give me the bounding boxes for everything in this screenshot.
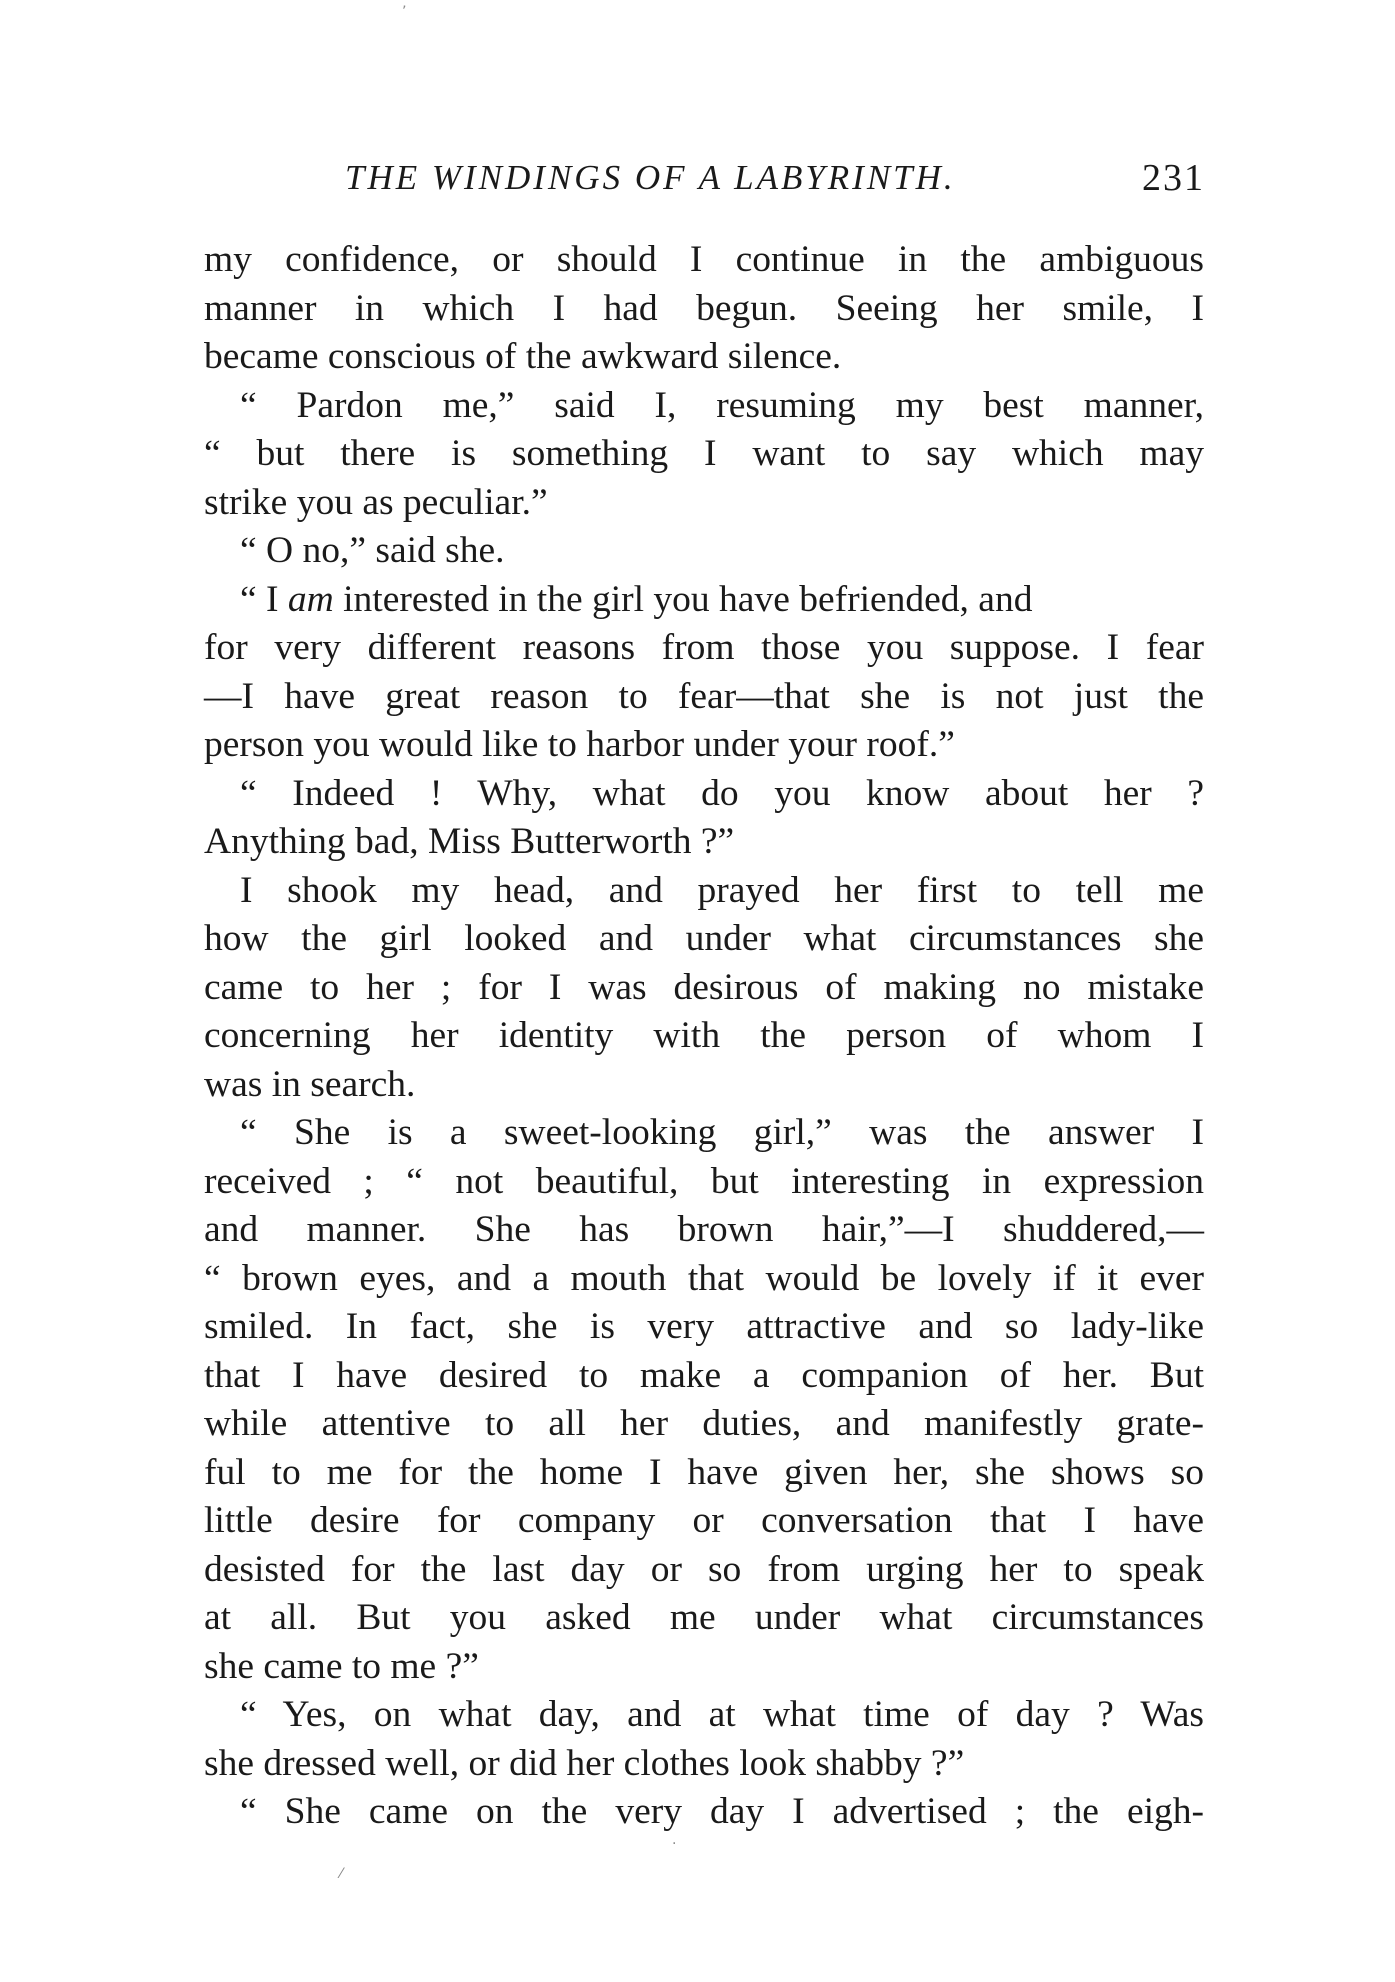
text-line: “ Indeed ! Why, what do you know about her ?: [240, 772, 1204, 814]
text-line: “ Yes, on what day, and at what time of day ? Was: [240, 1694, 1204, 1735]
text-line: [204, 576, 1204, 625]
text-line: “ but there is something I want to say which may: [204, 433, 1204, 474]
text-line: how the girl looked and under what circumstances she: [204, 918, 1204, 959]
text-line: “ She is a sweet-looking girl,” was the answer I: [240, 1112, 1204, 1153]
running-head: [345, 152, 1205, 204]
emphasized-word: am: [287, 578, 334, 620]
text-line: for very different reasons from those you suppose. I fear: [204, 627, 1204, 668]
text-line: “ She came on the very day I advertised ; the eigh-: [240, 1791, 1204, 1832]
text-line: came to her ; for I was desirous of making no mistake: [204, 966, 1204, 1008]
text-line: “ brown eyes, and a mouth that would be lovely if it ever: [204, 1257, 1204, 1299]
text-line: my confidence, or should I continue in the ambiguous: [204, 239, 1204, 280]
text-line: “ O no,” said she.: [240, 530, 505, 571]
text-line: desisted for the last day or so from urging her to speak: [204, 1548, 1204, 1590]
scan-speck: ·: [672, 1836, 677, 1852]
text-line: was in search.: [204, 1063, 416, 1105]
text-line: became conscious of the awkward silence.: [204, 336, 842, 377]
text-line: while attentive to all her duties, and manifestly grate-: [204, 1403, 1204, 1444]
text-line: ful to me for the home I have given her, she shows so: [204, 1451, 1204, 1493]
text-line: person you would like to harbor under your roof.”: [204, 724, 955, 765]
text-line: little desire for company or conversation that I have: [204, 1500, 1204, 1541]
text-line: manner in which I had begun. Seeing her smile, I: [204, 287, 1204, 329]
text-line: she came to me ?”: [204, 1645, 479, 1687]
scan-speck: ⁄: [340, 1866, 343, 1882]
text-line: she dressed well, or did her clothes look shabby ?”: [204, 1742, 965, 1784]
scan-speck: ’: [402, 4, 407, 20]
body-text: [204, 236, 1204, 1837]
text-line: received ; “ not beautiful, but interesting in expression: [204, 1160, 1204, 1202]
line-fragment: interested in the girl you have befriended, and: [333, 578, 1033, 620]
text-line: concerning her identity with the person of whom I: [204, 1015, 1204, 1056]
text-line: that I have desired to make a companion of her. But: [204, 1354, 1204, 1396]
running-title: THE WINDINGS OF A LABYRINTH.: [345, 158, 956, 197]
text-line: and manner. She has brown hair,”—I shuddered,—: [204, 1209, 1204, 1250]
text-line: smiled. In fact, she is very attractive and so lady-like: [204, 1306, 1204, 1347]
text-line: I shook my head, and prayed her first to tell me: [240, 869, 1204, 911]
page-number: 231: [1142, 157, 1205, 199]
line-fragment: “ I: [240, 578, 288, 620]
text-line: at all. But you asked me under what circumstances: [204, 1597, 1204, 1638]
text-line: Anything bad, Miss Butterworth ?”: [204, 821, 735, 862]
text-line: —I have great reason to fear—that she is not just the: [204, 675, 1204, 717]
text-line: strike you as peculiar.”: [204, 481, 548, 523]
text-line: “ Pardon me,” said I, resuming my best manner,: [240, 384, 1204, 426]
